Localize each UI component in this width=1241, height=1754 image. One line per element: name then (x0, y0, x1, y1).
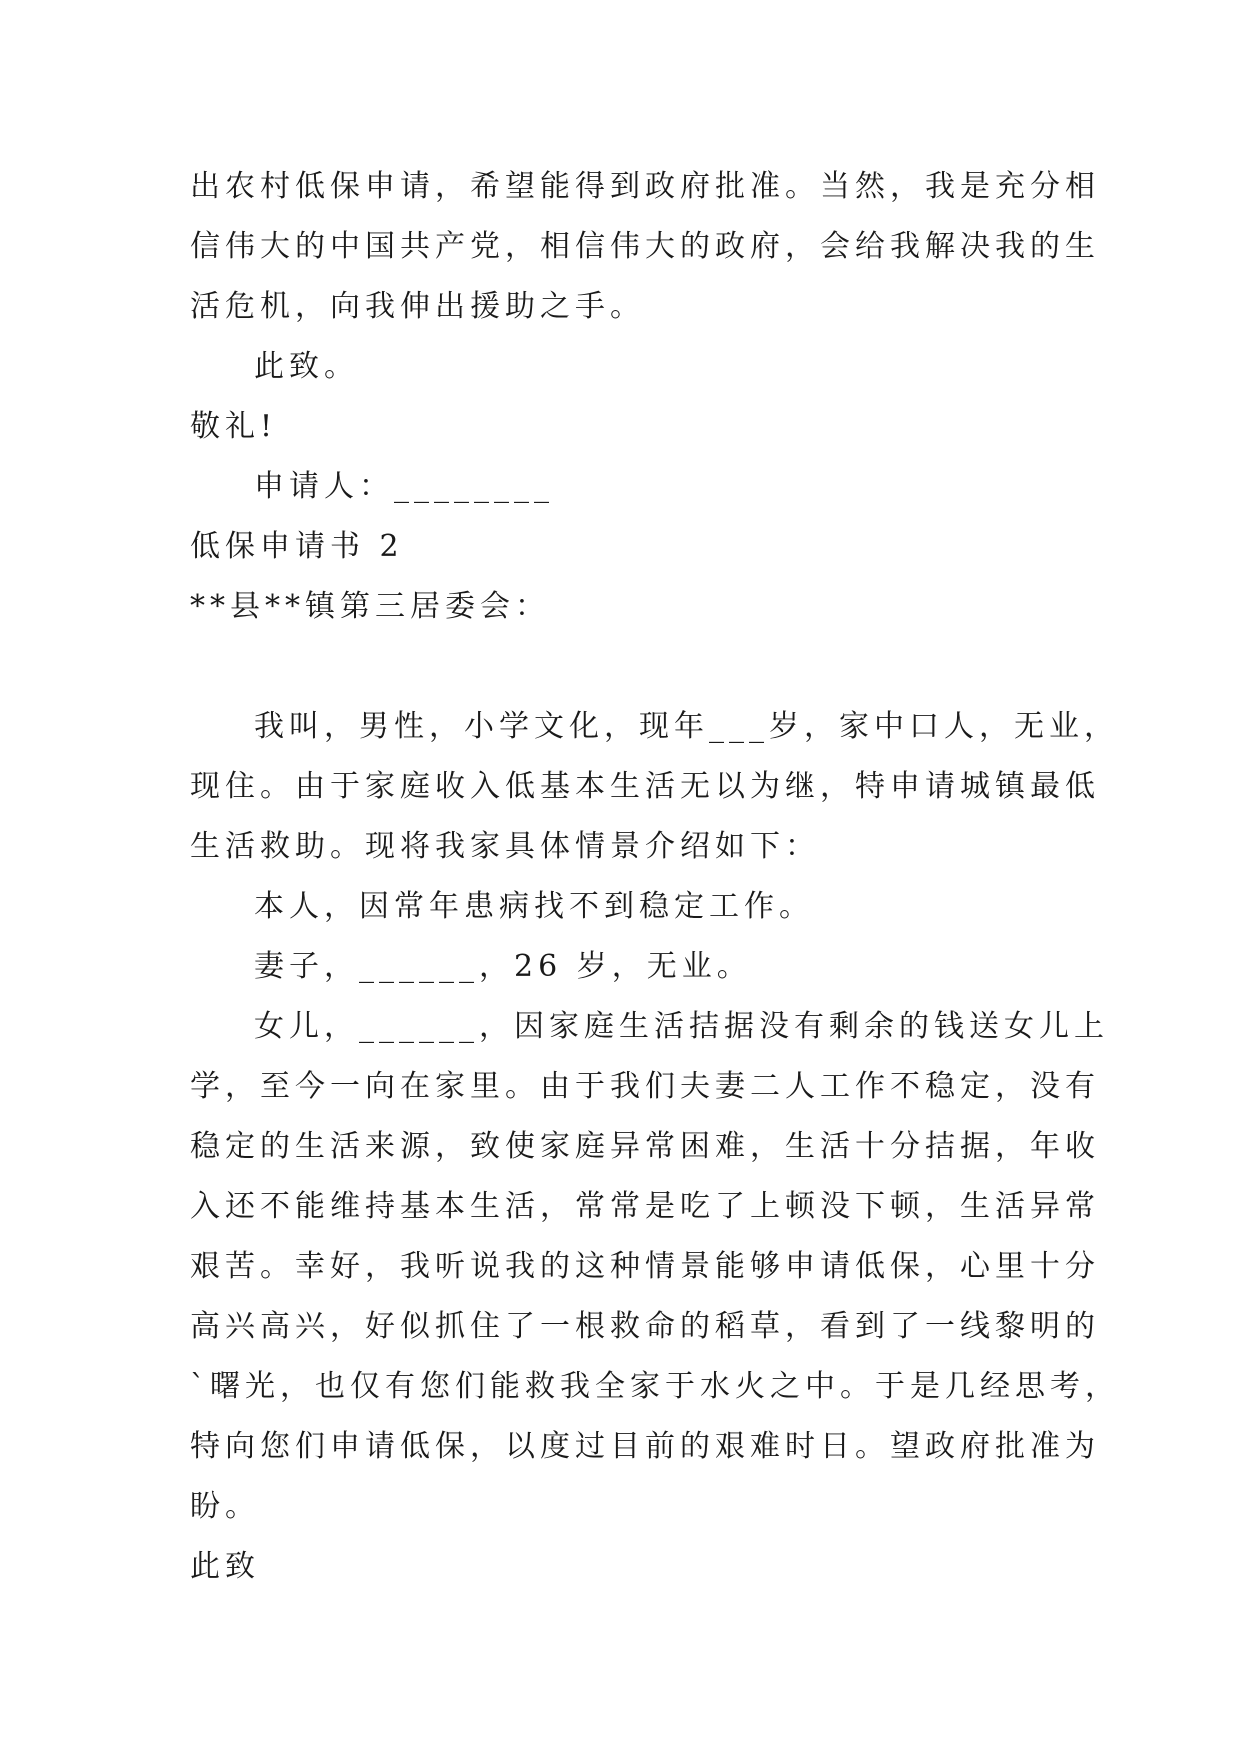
paragraph-line: 出农村低保申请，希望能得到政府批准。当然，我是充分相 (190, 169, 1100, 204)
paragraph-line: 本人，因常年患病找不到稳定工作。 (254, 889, 814, 924)
paragraph-line: 稳定的生活来源，致使家庭异常困难，生活十分拮据，年收 (190, 1129, 1100, 1164)
salutation: 敬礼! (190, 409, 278, 444)
paragraph-line: `曙光，也仅有您们能救我全家于水火之中。于是几经思考， (190, 1369, 1120, 1404)
paragraph-line: 高兴高兴，好似抓住了一根救命的稻草，看到了一线黎明的 (190, 1309, 1100, 1344)
paragraph-line: 入还不能维持基本生活，常常是吃了上顿没下顿，生活异常 (190, 1189, 1100, 1224)
blank-line (190, 637, 1070, 697)
closing-phrase: 此致。 (254, 349, 359, 384)
paragraph-line: 妻子，______，26 岁，无业。 (254, 949, 752, 984)
paragraph-line: 信伟大的中国共产党，相信伟大的政府，会给我解决我的生 (190, 229, 1100, 264)
paragraph-line: 女儿，______，因家庭生活拮据没有剩余的钱送女儿上 (254, 1009, 1109, 1044)
closing-phrase: 此致 (190, 1549, 260, 1584)
paragraph-line: 学，至今一向在家里。由于我们夫妻二人工作不稳定，没有 (190, 1069, 1100, 1104)
paragraph-line: 现住。由于家庭收入低基本生活无以为继，特申请城镇最低 (190, 769, 1100, 804)
document-body (190, 157, 1120, 1597)
paragraph-line: 生活救助。现将我家具体情景介绍如下： (190, 829, 820, 864)
paragraph-line: 特向您们申请低保，以度过目前的艰难时日。望政府批准为 (190, 1429, 1100, 1464)
paragraph-line: 活危机，向我伸出援助之手。 (190, 289, 645, 324)
paragraph-line: 盼。 (190, 1489, 260, 1524)
paragraph-line: 艰苦。幸好，我听说我的这种情景能够申请低保，心里十分 (190, 1249, 1100, 1284)
paragraph-line: 我叫，男性，小学文化，现年___岁，家中口人，无业， (254, 709, 1119, 744)
addressee: **县**镇第三居委会： (190, 589, 550, 624)
section-title: 低保申请书 2 (190, 529, 404, 564)
applicant-signature-line: 申请人：________ (254, 469, 554, 504)
